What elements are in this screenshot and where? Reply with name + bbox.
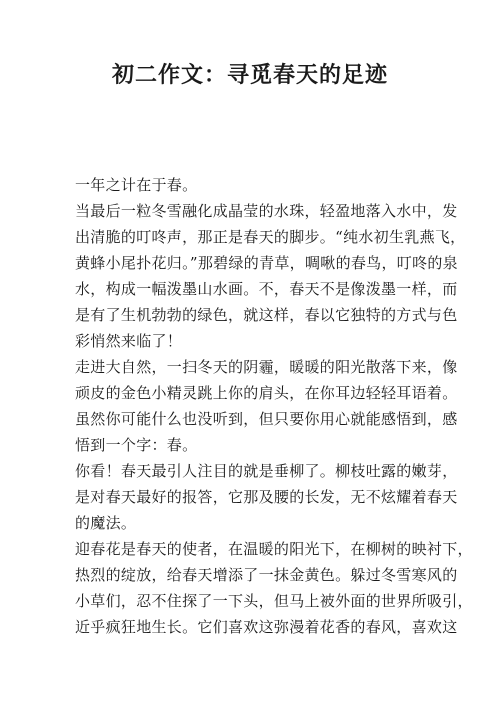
text-line: 黄蜂小尾扑花归。”那碧绿的青草，啁啾的春鸟，叮咚的泉: [75, 254, 458, 272]
text-line: 你看！春天最引人注目的就是垂柳了。柳枝吐露的嫩芽，: [75, 462, 458, 480]
text-line: 当最后一粒冬雪融化成晶莹的水珠，轻盈地落入水中，发: [75, 202, 458, 220]
text-line: 彩悄然来临了！: [75, 332, 183, 350]
text-line: 悟到一个字：春。: [75, 436, 198, 454]
text-line: 是有了生机勃勃的绿色，就这样，春以它独特的方式与色: [75, 306, 458, 324]
text-line: 一年之计在于春。: [75, 176, 198, 194]
text-line: 虽然你可能什么也没听到，但只要你用心就能感悟到，感: [75, 410, 458, 428]
text-line: 迎春花是春天的使者，在温暖的阳光下，在柳树的映衬下，: [75, 540, 473, 558]
text-line: 小草们，忍不住探了一下头，但马上被外面的世界所吸引，: [75, 592, 473, 610]
text-line: 走进大自然，一扫冬天的阴霾，暖暖的阳光散落下来，像: [75, 358, 458, 376]
text-line: 顽皮的金色小精灵跳上你的肩头，在你耳边轻轻耳语着。: [75, 384, 458, 402]
text-line: 出清脆的叮咚声，那正是春天的脚步。“纯水初生乳燕飞，: [75, 228, 466, 246]
text-line: 是对春天最好的报答，它那及腰的长发，无不炫耀着春天: [75, 488, 458, 506]
text-line: 水，构成一幅泼墨山水画。不，春天不是像泼墨一样，而: [75, 280, 458, 298]
text-line: 近乎疯狂地生长。它们喜欢这弥漫着花香的春风，喜欢这: [75, 618, 458, 636]
essay-body: [75, 172, 473, 640]
text-line: 热烈的绽放，给春天增添了一抹金黄色。躲过冬雪寒风的: [75, 566, 458, 584]
text-line: 的魔法。: [75, 514, 137, 532]
document-title: 初二作文：寻觅春天的足迹: [111, 62, 388, 88]
